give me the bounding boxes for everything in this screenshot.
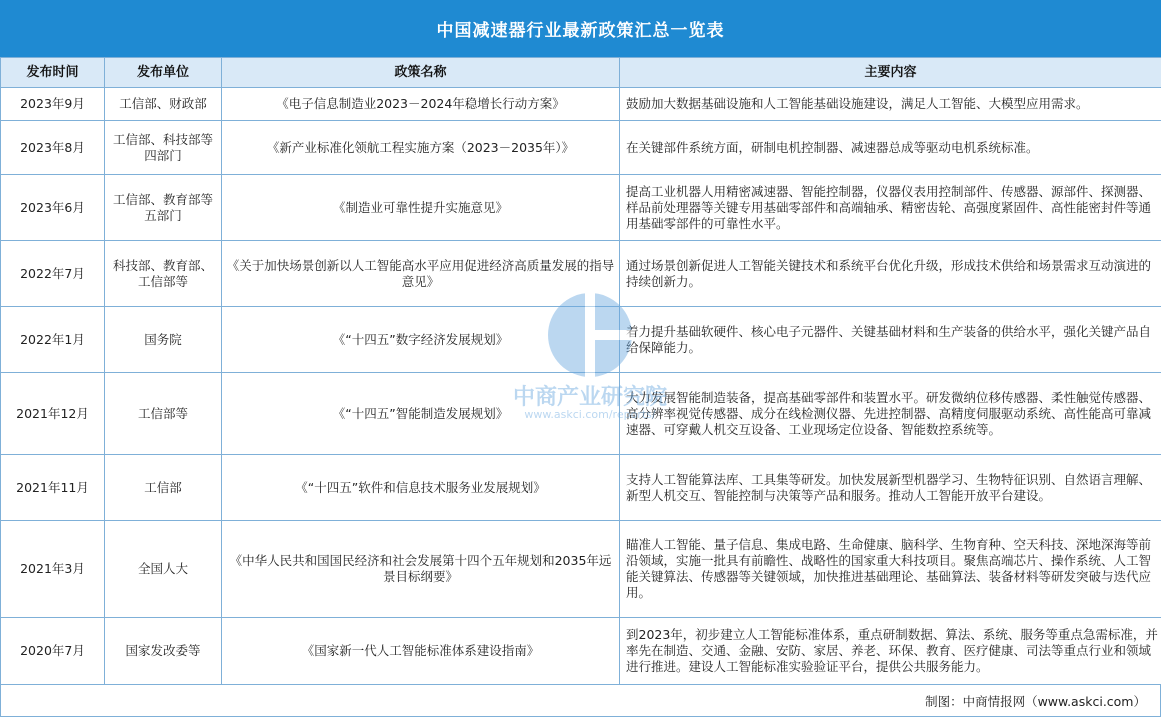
cell-content: 支持人工智能算法库、工具集等研发。加快发展新型机器学习、生物特征识别、自然语言理解、新型人机交互、智能控制与决策等产品和服务。推动人工智能开放平台建设。 — [620, 455, 1161, 521]
cell-name: 《中华人民共和国国民经济和社会发展第十四个五年规划和2035年远景目标纲要》 — [222, 521, 620, 618]
cell-unit: 工信部、财政部 — [105, 88, 222, 121]
cell-name: 《新产业标准化领航工程实施方案（2023－2035年）》 — [222, 121, 620, 175]
cell-date: 2022年1月 — [1, 307, 105, 373]
cell-content: 提高工业机器人用精密减速器、智能控制器，仪器仪表用控制部件、传感器、源部件、探测器、样品前处理器等关键专用基础零部件和高端轴承、精密齿轮、高强度紧固件、高性能密封件等通用基础零部件的可靠性水平。 — [620, 175, 1161, 241]
cell-name: 《关于加快场景创新以人工智能高水平应用促进经济高质量发展的指导意见》 — [222, 241, 620, 307]
cell-unit: 工信部、教育部等五部门 — [105, 175, 222, 241]
cell-date: 2021年11月 — [1, 455, 105, 521]
col-header-name: 政策名称 — [222, 58, 620, 88]
table-row — [1, 175, 1161, 241]
cell-name: 《“十四五”智能制造发展规划》 — [222, 373, 620, 455]
cell-date: 2020年7月 — [1, 618, 105, 685]
table-row — [1, 307, 1161, 373]
table-row — [1, 455, 1161, 521]
cell-name: 《“十四五”数字经济发展规划》 — [222, 307, 620, 373]
cell-content: 通过场景创新促进人工智能关键技术和系统平台优化升级，形成技术供给和场景需求互动演进的持续创新力。 — [620, 241, 1161, 307]
cell-unit: 全国人大 — [105, 521, 222, 618]
col-header-unit: 发布单位 — [105, 58, 222, 88]
table-row — [1, 618, 1161, 685]
table-title: 中国减速器行业最新政策汇总一览表 — [0, 0, 1161, 57]
watermark-url: www.askci.com/reports/ — [524, 408, 656, 421]
table-row — [1, 521, 1161, 618]
policy-table — [0, 57, 1161, 685]
cell-unit: 科技部、教育部、工信部等 — [105, 241, 222, 307]
source-credit: 制图：中商情报网（www.askci.com） — [925, 694, 1146, 709]
cell-date: 2021年3月 — [1, 521, 105, 618]
table-row — [1, 88, 1161, 121]
table-row — [1, 121, 1161, 175]
header-row — [1, 58, 1161, 88]
table-row — [1, 373, 1161, 455]
cell-content: 到2023年，初步建立人工智能标准体系，重点研制数据、算法、系统、服务等重点急需标准，并率先在制造、交通、金融、安防、家居、养老、环保、教育、医疗健康、司法等重点行业和领域进行推进。建设人工智能标准实验验证平台，提供公共服务能力。 — [620, 618, 1161, 685]
cell-content: 着力提升基础软硬件、核心电子元器件、关键基础材料和生产装备的供给水平，强化关键产品自给保障能力。 — [620, 307, 1161, 373]
watermark-text: 中商产业研究院 — [512, 385, 667, 410]
cell-unit: 国家发改委等 — [105, 618, 222, 685]
cell-date: 2023年6月 — [1, 175, 105, 241]
cell-name: 《国家新一代人工智能标准体系建设指南》 — [222, 618, 620, 685]
cell-content: 瞄准人工智能、量子信息、集成电路、生命健康、脑科学、生物育种、空天科技、深地深海等前沿领域，实施一批具有前瞻性、战略性的国家重大科技项目。聚焦高端芯片、操作系统、人工智能关键算法、传感器等关键领域，加快推进基础理论、基础算法、装备材料等研发突破与迭代应用。 — [620, 521, 1161, 618]
footer-row — [0, 684, 1161, 717]
cell-date: 2022年7月 — [1, 241, 105, 307]
cell-unit: 工信部、科技部等四部门 — [105, 121, 222, 175]
cell-content: 大力发展智能制造装备，提高基础零部件和装置水平。研发微纳位移传感器、柔性触觉传感器、高分辨率视觉传感器、成分在线检测仪器、先进控制器、高精度伺服驱动系统、高性能高可靠减速器、可穿戴人机交互设备、工业现场定位设备、智能数控系统等。 — [620, 373, 1161, 455]
cell-name: 《电子信息制造业2023－2024年稳增长行动方案》 — [222, 88, 620, 121]
cell-name: 《“十四五”软件和信息技术服务业发展规划》 — [222, 455, 620, 521]
col-header-date: 发布时间 — [1, 58, 105, 88]
cell-date: 2021年12月 — [1, 373, 105, 455]
table-row — [1, 241, 1161, 307]
cell-unit: 工信部等 — [105, 373, 222, 455]
cell-content: 鼓励加大数据基础设施和人工智能基础设施建设，满足人工智能、大模型应用需求。 — [620, 88, 1161, 121]
cell-name: 《制造业可靠性提升实施意见》 — [222, 175, 620, 241]
cell-unit: 国务院 — [105, 307, 222, 373]
cell-date: 2023年8月 — [1, 121, 105, 175]
cell-content: 在关键部件系统方面，研制电机控制器、减速器总成等驱动电机系统标准。 — [620, 121, 1161, 175]
col-header-content: 主要内容 — [620, 58, 1161, 88]
cell-date: 2023年9月 — [1, 88, 105, 121]
cell-unit: 工信部 — [105, 455, 222, 521]
